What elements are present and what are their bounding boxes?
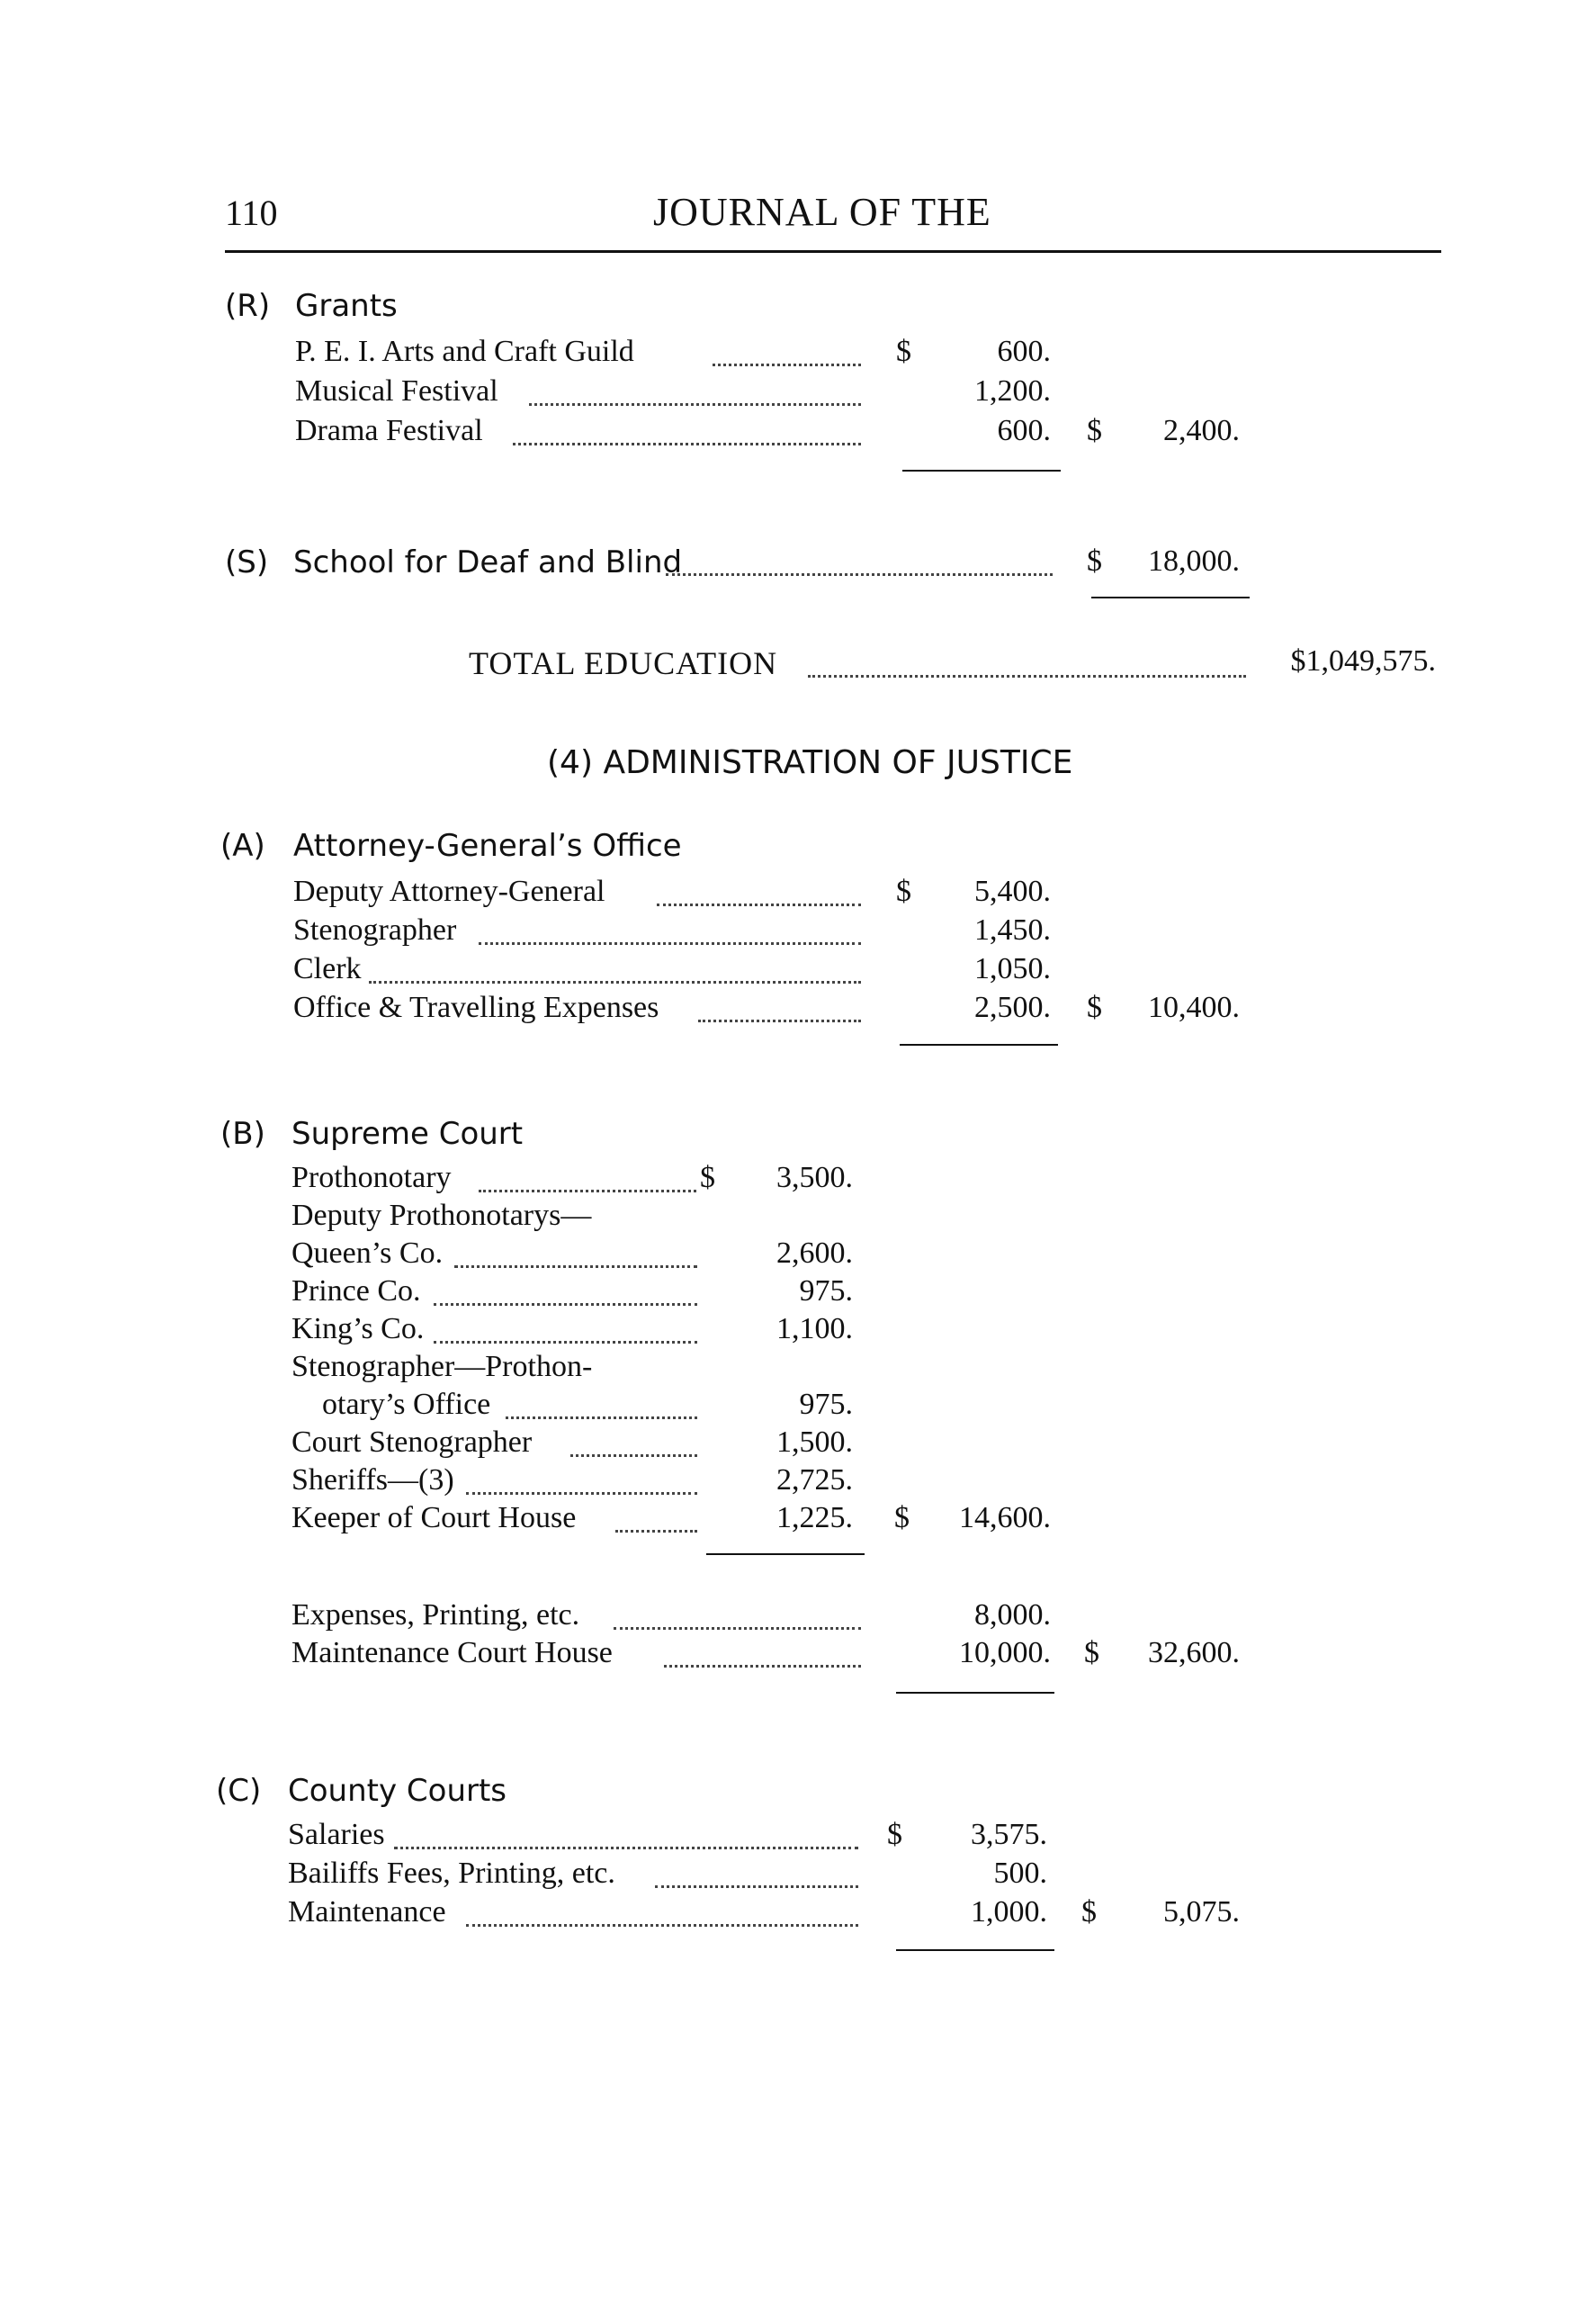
sum-rule	[1091, 597, 1250, 598]
subtotal-amount: 14,600.	[959, 1501, 1051, 1534]
leader-dots	[655, 1885, 858, 1888]
dollar-sign: $	[896, 875, 911, 908]
line-item-amount: 2,500.	[974, 991, 1051, 1024]
line-item-amount: 10,000.	[959, 1636, 1051, 1669]
line-item-name: Drama Festival	[295, 414, 483, 447]
sum-rule	[896, 1692, 1054, 1694]
section-total: 10,400.	[1148, 991, 1240, 1024]
leader-dots	[529, 403, 861, 406]
line-item-name: Court Stenographer	[291, 1425, 533, 1459]
line-item-name: Expenses, Printing, etc.	[291, 1598, 580, 1632]
section-title: Attorney-General’s Office	[293, 828, 682, 864]
line-item-name: Stenographer—Prothon-	[291, 1350, 593, 1383]
dollar-sign: $	[887, 1818, 902, 1851]
line-item-name: Musical Festival	[295, 374, 498, 408]
line-item-name: Sheriffs—(3)	[291, 1463, 454, 1497]
leader-dots	[513, 443, 861, 445]
line-item-name: Queen’s Co.	[291, 1236, 444, 1270]
line-item-amount: 600.	[997, 335, 1051, 368]
line-item-amount: 975.	[799, 1388, 853, 1421]
line-item-amount: 8,000.	[974, 1598, 1051, 1632]
header-rule	[225, 250, 1441, 253]
line-item-amount: 1,200.	[974, 374, 1051, 408]
leader-dots	[615, 1530, 697, 1533]
line-item-amount: 600.	[997, 414, 1051, 447]
part-heading: (4) ADMINISTRATION OF JUSTICE	[547, 744, 1073, 781]
line-item-amount: 3,575.	[971, 1818, 1047, 1851]
section-total: 18,000.	[1148, 544, 1240, 578]
section-title: Grants	[295, 288, 398, 324]
line-item-name: Salaries	[288, 1818, 385, 1851]
section-label: (R)	[225, 288, 271, 324]
running-head: JOURNAL OF THE	[653, 190, 991, 234]
section-title: County Courts	[288, 1773, 507, 1809]
line-item-amount: 2,725.	[776, 1463, 853, 1497]
line-item-name: Office & Travelling Expenses	[293, 991, 659, 1024]
line-item-name: Deputy Attorney-General	[293, 875, 605, 908]
leader-dots	[666, 573, 1053, 576]
line-item-name: Maintenance	[288, 1895, 446, 1929]
leader-dots	[394, 1847, 858, 1849]
leader-dots	[466, 1492, 697, 1495]
leader-dots	[466, 1924, 858, 1927]
line-item-name: Prince Co.	[291, 1274, 421, 1308]
line-item-amount: 3,500.	[776, 1161, 853, 1194]
dollar-sign: $	[700, 1161, 715, 1194]
line-item-amount: 1,000.	[971, 1895, 1047, 1929]
section-title: Supreme Court	[291, 1116, 524, 1152]
dollar-sign: $	[1081, 1895, 1097, 1929]
leader-dots	[664, 1665, 861, 1668]
leader-dots	[698, 1020, 861, 1022]
line-item-name: otary’s Office	[322, 1388, 491, 1421]
dollar-sign: $	[894, 1501, 910, 1534]
leader-dots	[614, 1627, 861, 1630]
line-item-amount: 1,100.	[776, 1312, 853, 1345]
leader-dots	[570, 1454, 697, 1457]
section-title: School for Deaf and Blind	[293, 544, 683, 580]
line-item-name: Bailiffs Fees, Printing, etc.	[288, 1857, 615, 1890]
section-total: 2,400.	[1163, 414, 1240, 447]
leader-dots	[369, 981, 861, 984]
dollar-sign: $	[1087, 414, 1102, 447]
line-item-amount: 2,600.	[776, 1236, 853, 1270]
page-number: 110	[225, 193, 278, 233]
section-label: (B)	[220, 1116, 265, 1152]
section-total: 32,600.	[1148, 1636, 1240, 1669]
line-item-name: Maintenance Court House	[291, 1636, 613, 1669]
dollar-sign: $	[1087, 544, 1102, 578]
sum-rule	[706, 1553, 865, 1555]
leader-dots	[434, 1303, 697, 1306]
line-item-name: King’s Co.	[291, 1312, 425, 1345]
leader-dots	[713, 364, 861, 366]
leader-dots	[657, 904, 861, 906]
dollar-sign: $	[896, 335, 911, 368]
total-education-amount: $1,049,575.	[1290, 644, 1436, 678]
section-label: (A)	[220, 828, 265, 864]
sum-rule	[900, 1044, 1058, 1046]
dollar-sign: $	[1087, 991, 1102, 1024]
line-item-name: Stenographer	[293, 913, 457, 947]
total-education-label: TOTAL EDUCATION	[469, 645, 778, 681]
line-item-amount: 5,400.	[974, 875, 1051, 908]
section-label: (C)	[216, 1773, 262, 1809]
line-item-amount: 975.	[799, 1274, 853, 1308]
line-item-amount: 500.	[993, 1857, 1047, 1890]
line-item-name: Keeper of Court House	[291, 1501, 577, 1534]
line-item-name: Deputy Prothonotarys—	[291, 1199, 592, 1232]
leader-dots	[454, 1265, 697, 1268]
section-total: 5,075.	[1163, 1895, 1240, 1929]
line-item-amount: 1,225.	[776, 1501, 853, 1534]
line-item-amount: 1,500.	[776, 1425, 853, 1459]
leader-dots	[808, 675, 1246, 678]
sum-rule	[896, 1949, 1054, 1951]
leader-dots	[479, 942, 861, 945]
line-item-amount: 1,050.	[974, 952, 1051, 985]
leader-dots	[479, 1190, 696, 1192]
section-label: (S)	[225, 544, 269, 580]
sum-rule	[902, 470, 1061, 472]
dollar-sign: $	[1084, 1636, 1099, 1669]
line-item-name: Prothonotary	[291, 1161, 452, 1194]
leader-dots	[506, 1416, 697, 1419]
line-item-name: Clerk	[293, 952, 362, 985]
leader-dots	[434, 1341, 697, 1344]
line-item-name: P. E. I. Arts and Craft Guild	[295, 335, 634, 368]
line-item-amount: 1,450.	[974, 913, 1051, 947]
